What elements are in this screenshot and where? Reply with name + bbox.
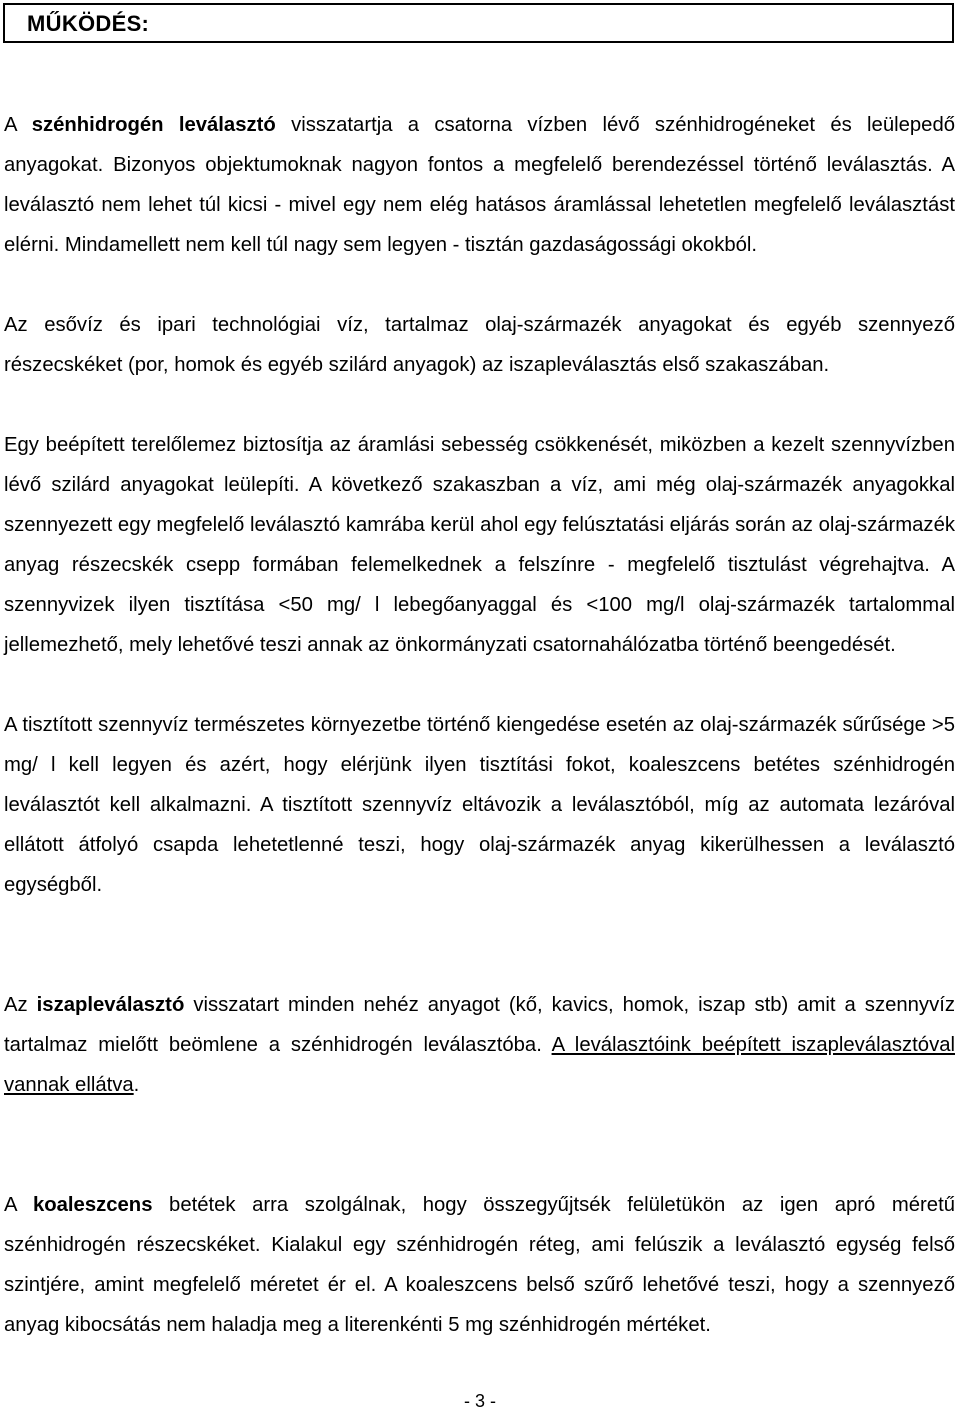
- paragraph-coalescent: [4, 1185, 955, 1345]
- paragraph-rainwater: Az esővíz és ipari technológiai víz, tartalmaz olaj-származék anyagokat és egyéb szennyező részecskéket (por, homok és egyéb szilárd anyagok) az iszapleválasztás első szakaszában.: [4, 314, 955, 376]
- section-heading-box: [3, 3, 954, 43]
- p6-pre: A: [4, 1194, 33, 1216]
- p6-post: betétek arra szolgálnak, hogy összegyűjtsék felületükön az igen apró méretű szénhidrogén részecskéket. Kialakul egy szénhidrogén réteg, ami felúszik a leválasztó egység felső szintjére, amint megfelelő méretet ér el. A koaleszcens belső szűrő lehetővé teszi, hogy a szennyező anyag kibocsátás nem haladja meg a literenkénti 5 mg szénhidrogén mértéket.: [4, 1194, 955, 1336]
- paragraph-baffle-plate: Egy beépített terelőlemez biztosítja az áramlási sebesség csökkenését, miközben a kezelt szennyvízben lévő szilárd anyagokat leülepíti. A következő szakaszban a víz, ami még olaj-származék anyagokkal szennyezett egy megfelelő leválasztó kamrába kerül ahol egy felúsztatási eljárás során az olaj-származék anyag részecskék csepp formában felemelkednek a felszínre - megfelelő tisztulást végrehajtva. A szennyvizek ilyen tisztítása <50 mg/ l lebegőanyaggal és <100 mg/l olaj-származék tartalommal jellemezhető, mely lehetővé teszi annak az önkormányzati csatornahálózatba történő beengedését.: [4, 434, 955, 656]
- paragraph-sludge-separator: [4, 985, 955, 1105]
- p5-mid: visszatart minden nehéz anyagot (kő, kavics, homok, iszap stb) amit a szennyvíz tartalmaz mielőtt beömlene a szénhidrogén leválasztóba.: [4, 994, 955, 1056]
- p5-post: .: [133, 1074, 140, 1096]
- term-sludge-separator: iszapleválasztó: [36, 994, 185, 1016]
- section-heading: MŰKÖDÉS:: [27, 11, 150, 36]
- p5-pre: Az: [4, 994, 37, 1016]
- p1-post: visszatartja a csatorna vízben lévő szénhidrogéneket és leülepedő anyagokat. Bizonyos objektumoknak nagyon fontos a megfelelő berendezéssel történő leválasztás. A leválasztó nem lehet túl kicsi - mivel egy nem elég hatásos áramlással lehetetlen megfelelő leválasztást elérni. Mindamellett nem kell túl nagy sem legyen - tisztán gazdaságossági okokból.: [4, 114, 955, 256]
- p1-pre: A: [4, 114, 32, 136]
- term-hydrocarbon-separator: szénhidrogén leválasztó: [31, 114, 276, 136]
- underlined-note: A leválasztóink beépített iszapleválasztóval vannak ellátva: [4, 1034, 955, 1096]
- paragraph-hydrocarbon-separator: [4, 105, 955, 265]
- term-coalescent: koaleszcens: [32, 1194, 153, 1216]
- page-number: - 3 -: [463, 1391, 496, 1411]
- paragraph-treated-wastewater: A tisztított szennyvíz természetes környezetbe történő kiengedése esetén az olaj-származék sűrűsége >5 mg/ l kell legyen és azért, hogy elérjünk ilyen tisztítási fokot, koaleszcens betétes szénhidrogén leválasztót kell alkalmazni. A tisztított szennyvíz eltávozik a leválasztóból, míg az automata lezáróval ellátott átfolyó csapda lehetetlenné teszi, hogy olaj-származék anyag kikerülhessen a leválasztó egységből.: [4, 714, 955, 896]
